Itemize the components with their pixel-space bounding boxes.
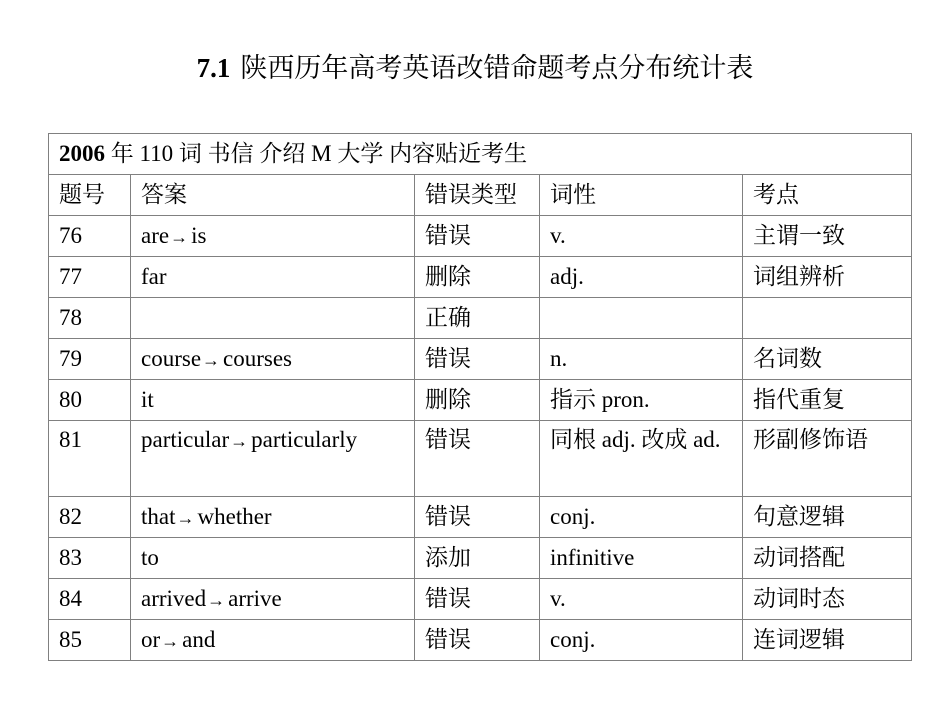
part-of-speech-cell: v. [540,216,743,257]
error-type-cell: 错误 [415,216,540,257]
answer-corrected: particularly [251,427,358,452]
answer-corrected: arrive [228,585,282,611]
arrow-right-icon: → [161,630,180,651]
title-text: 陕西历年高考英语改错命题考点分布统计表 [240,53,754,83]
part-of-speech-cell: conj. [540,620,743,661]
table-row [49,620,912,661]
answer-original: arrived [141,585,207,611]
question-number-cell: 82 [49,497,131,538]
table-row [49,298,912,339]
question-number-cell: 76 [49,216,131,257]
arrow-right-icon: → [170,226,189,247]
header-error-type: 错误类型 [415,175,540,216]
error-type-cell: 错误 [415,421,540,497]
error-type-cell: 错误 [415,497,540,538]
error-type-cell: 错误 [415,339,540,380]
test-point-cell: 句意逻辑 [743,497,912,538]
answer-cell [131,497,415,538]
question-number-cell: 84 [49,579,131,620]
question-number-cell: 78 [49,298,131,339]
part-of-speech-cell: 同根 adj. 改成 ad. [540,421,743,497]
info-text: 年 110 词 书信 介绍 M 大学 内容贴近考生 [105,141,528,166]
answer-corrected: is [191,222,207,248]
part-of-speech-cell: v. [540,579,743,620]
answer-cell [131,620,415,661]
part-of-speech-cell: n. [540,339,743,380]
table-row [49,579,912,620]
part-of-speech-cell: conj. [540,497,743,538]
answer-original: are [141,222,170,248]
answer-original: it [141,387,154,412]
arrow-right-icon: → [207,589,226,610]
answer-original: particular [141,427,230,452]
error-type-cell: 删除 [415,380,540,421]
header-answer: 答案 [131,175,415,216]
part-of-speech-cell [540,298,743,339]
header-number: 题号 [49,175,131,216]
answer-cell [131,380,415,421]
error-stats-table [48,133,912,661]
test-point-cell: 主谓一致 [743,216,912,257]
answer-cell [131,257,415,298]
error-type-cell: 错误 [415,579,540,620]
arrow-right-icon: → [176,507,195,528]
question-number-cell: 80 [49,380,131,421]
question-number-cell: 83 [49,538,131,579]
header-part-of-speech: 词性 [540,175,743,216]
test-point-cell: 形副修饰语 [743,421,912,497]
test-point-cell: 动词搭配 [743,538,912,579]
header-test-point: 考点 [743,175,912,216]
info-row [49,134,912,175]
info-cell [49,134,912,175]
table-row [49,497,912,538]
answer-cell [131,339,415,380]
error-type-cell: 添加 [415,538,540,579]
answer-cell [131,298,415,339]
part-of-speech-cell: infinitive [540,538,743,579]
test-point-cell: 指代重复 [743,380,912,421]
table-row [49,538,912,579]
arrow-right-icon: → [202,349,221,370]
error-type-cell: 删除 [415,257,540,298]
answer-corrected: and [182,626,216,652]
question-number-cell: 77 [49,257,131,298]
answer-original: to [141,545,159,570]
arrow-right-icon: → [230,431,249,451]
header-row [49,175,912,216]
answer-original: that [141,503,176,529]
question-number-cell: 85 [49,620,131,661]
answer-original: far [141,264,167,289]
test-point-cell: 词组辨析 [743,257,912,298]
part-of-speech-cell: 指示 pron. [540,380,743,421]
test-point-cell [743,298,912,339]
error-type-cell: 正确 [415,298,540,339]
table-row [49,421,912,497]
table-row [49,216,912,257]
test-point-cell: 名词数 [743,339,912,380]
test-point-cell: 连词逻辑 [743,620,912,661]
answer-corrected: courses [223,345,293,371]
answer-cell [131,216,415,257]
info-year: 2006 [59,141,105,166]
table-row [49,380,912,421]
test-point-cell: 动词时态 [743,579,912,620]
question-number-cell: 81 [49,421,131,497]
answer-original: course [141,345,202,371]
part-of-speech-cell: adj. [540,257,743,298]
answer-cell [131,579,415,620]
answer-cell [131,421,415,497]
table-row [49,339,912,380]
error-type-cell: 错误 [415,620,540,661]
answer-cell [131,538,415,579]
answer-corrected: whether [197,503,272,529]
answer-original: or [141,626,161,652]
title-number: 7.1 [196,53,231,83]
table-row [49,257,912,298]
page-title [0,48,950,88]
question-number-cell: 79 [49,339,131,380]
